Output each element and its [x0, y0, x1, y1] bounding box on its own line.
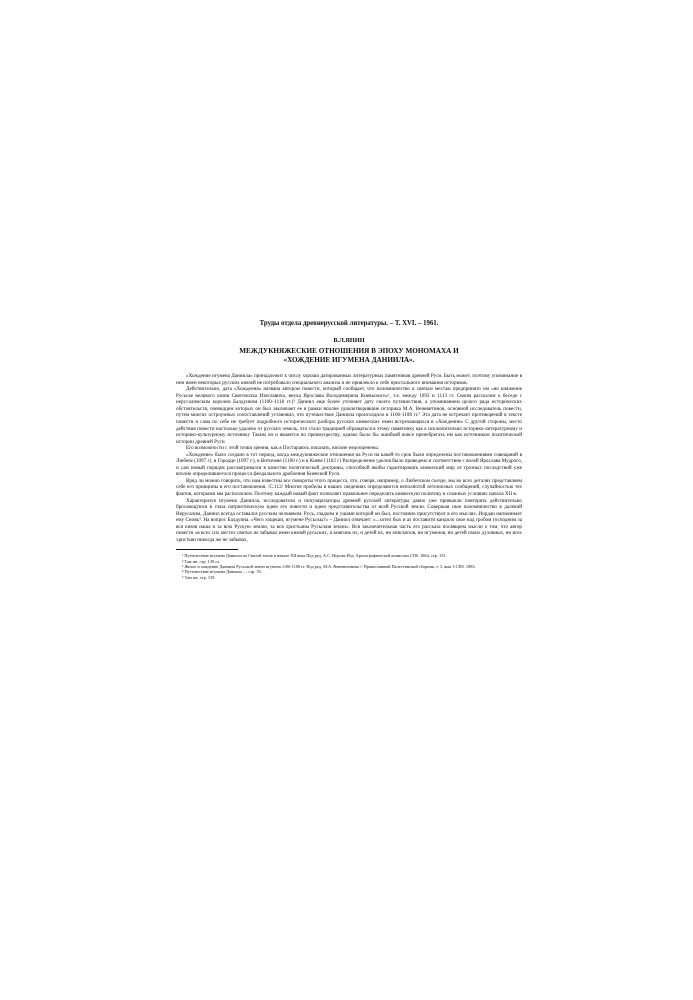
footnote-divider [176, 549, 238, 550]
document-page [176, 320, 522, 580]
paragraph: Его возможности с этой точки зрения, как я Постараюсь показать, вполне недооценены. [186, 445, 379, 452]
article-body [176, 373, 522, 543]
footnote: ⁴ Путешествие игумена Даниила ..., стр. 35. [182, 569, 262, 575]
journal-header: Труды отдела древнерусской литературы. – Т. XVI. – 1961. [259, 320, 439, 327]
footnotes [176, 553, 522, 579]
paragraph: «Хождение игумена Даниила» принадлежит к числу хорошо датированных литературных памятников древней Руси. Быть может, поэтому упоминание в нем имен некоторых русских князей не потребовало специального анализа и не привлекло к себе пристального внимания историков. [176, 373, 522, 386]
footnote: ³ Житье и хождение Даниила Русьской земли игумена 1106-1108 гг. Под ред. М.А. Веневитинова // Православный Палестинский сборник, т. 3, вып 3 СПб. 1883. [182, 564, 476, 569]
title-line-2: «ХОЖДЕНИЕ ИГУМЕНА ДАНИИЛА». [283, 355, 415, 364]
author-name: В.Л.ЯНИН [333, 337, 365, 344]
footnote: ¹ Путешествие игумена Даниила по Святой земле в начале XII века Под ред. А.С. Норова Изд. Археографической комиссии СПб, 1864, стр. 153. [182, 553, 447, 559]
title-line-1: МЕЖДУКНЯЖЕСКИЕ ОТНОШЕНИЯ В ЭПОХУ МОНОМАХА И [239, 347, 459, 355]
footnote: ² Там же, стр. 139 сл. [182, 558, 221, 564]
article-title [176, 347, 522, 364]
paragraph: Характеризуя игумена Даниила, исследователи и популяризаторы древней русской литературы давно уже привыкли повторять действительно бросающуюся в глаза патриотическую идею его повести и идею представительства от всей Русской земли. Совершая свое паломничество в далекий Иерусалим, Даниил всегда оставался русским человеком. Русь, гладким и ушами которой он был, постоянно присутствует в его мыслях. Иордан напоминает ему Сновь⁴. На вопрос Балдуина. «Чего хощеши, игумене Русьскы?» – Даниил отвечает: «...хотел бых и аз поставити кандило свое над гробом господним за вся князя наша и за всю Рускую землю, за вся христьаны Русьския земли». Вся заключительная часть его рассказа посвящена мысли о том, что автор повести «в всех сих местех святых не забывал имен князей русьских, и княгинь их, и детей их, ни епископов, ни игуменов, ни детей своих духовных, ни всех христьян никогда же не забывах, [176, 497, 522, 543]
paragraph: Действительно, дата «Хождения» названа автором повести, который сообщает, что паломничество к святым местам предпринято им «во княжение Русьске великого князя Святополка Изяславича, внука Ярослава Володимерича Киевьского»¹, т.е. между 1093 и 1113 гг. Своим рассказом о беседе с иерусалимским королем Балдуином (1100–1118 гг.)² Даниил еще более уточняет дату своего путешествия, а упоминанием целого ряда исторических обстоятельств, очевидцем которых он был заключает ее в рамки вполне удовлетворившие историка М.А. Веневитинов, основной исследователь повести, путем многих остроумных сопоставлений установил, что путешествие Даниила происходило в 1106-1108 гг.³ Эта дата не встречает противоречий в тексте повести и сама по себе не требует подробного исторического разбора русских княжеских имен встречающихся в «Хождении» С другой стороны, место действия повести настолько удалено от русских земель, что стало традицией обращаться в этому памятнику как к исключительно историко-литературному и историко-культурному источнику Таким он и является по преимуществу, однако было бы ошибкой вовсе пренебрегать им как источником политической истории древней Руси [176, 386, 522, 445]
paragraph: «Хождение» было создано в тот период, когда междукняжеские отношения на Руси на какой-то срок были определены постановлениями совещаний в Любече (1097 г), в Городце (1097 г.), в Витичеве (1100 г.) и в Киеве (1102 г) Распределение уделов было приведено в соответствие с волей Ярослава Мудрого, и сам новый порядок рассматривался в качестве политической доктрины, способной якобы гарантировать княжеский мир от грозных последствий уже вполне определившегося процесса феодального дробления Киевской Руси. [176, 451, 522, 478]
footnote: ⁵ Там же, стр. 139. [182, 574, 216, 580]
paragraph: Вряд ли можно говорить, что нам известны все повороты этого процесса, что, говоря, например, о Любечском съезде, мы во всех деталях представляем себе его принципы и его постановления. /С.112/ Многие пробелы в наших сведениях определяются неполнотой летописных сообщений, случайностью тех фактов, которыми мы располагаем. Поэтому каждый новый факт позволяет правильнее определить княжескую политику в сложных условиях начала XII в. [176, 477, 522, 498]
